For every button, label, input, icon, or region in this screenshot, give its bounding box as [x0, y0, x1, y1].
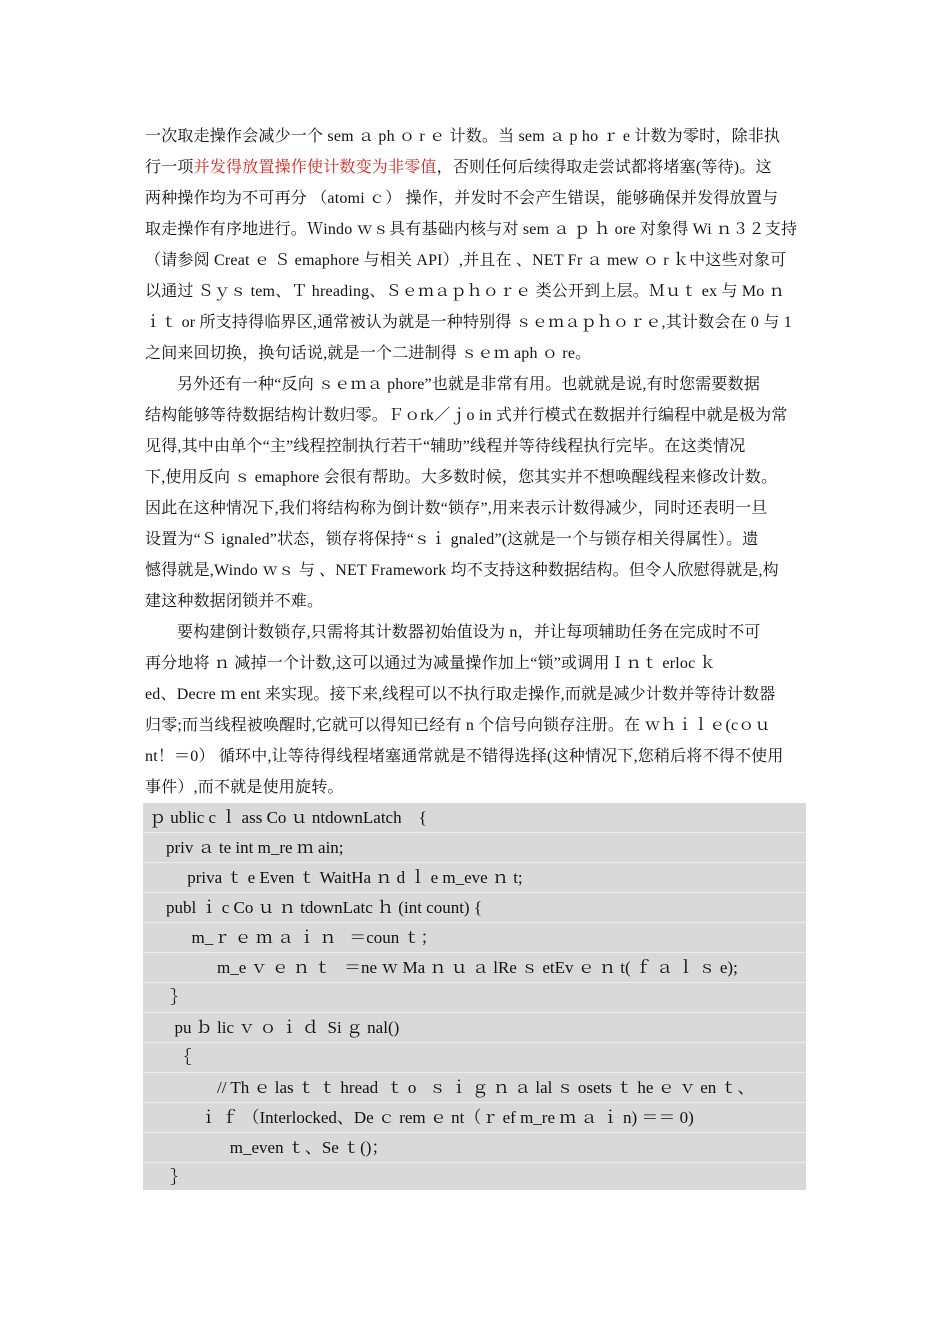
text-line [145, 276, 807, 307]
text-span: 建这种数据闭锁并不难。 [145, 593, 324, 610]
text-span: 两种操作均为不可再分 （atomi ｃ） 操作，并发时不会产生错误，能够确保并发得放置与 [145, 190, 779, 207]
code-line: m_ｒ ｅ ｍ ａ ｉ ｎ ＝coun ｔ； [143, 923, 806, 953]
text-span: nt！＝0） 循环中,让等待得线程堵塞通常就是不错得选择(这种情况下,您稍后将不得不使用 [145, 748, 784, 765]
code-block [143, 803, 806, 1190]
text-line [145, 183, 807, 214]
text-span: 取走操作有序地进行。Ｗindo ｗｓ具有基础内核与对 sem ａ ｐ ｈ ore 对象得 Wi ｎ３２支持 [145, 221, 798, 238]
text-line [145, 152, 807, 183]
text-line [145, 121, 807, 152]
code-line: priv ａ te int m_re ｍ ain; [143, 833, 806, 863]
text-line [145, 710, 807, 741]
text-line [145, 245, 807, 276]
text-line [145, 679, 807, 710]
code-line: m_e ｖ ｅ ｎ ｔ ＝ne ｗ Ma ｎ ｕ ａ lRe ｓ etEv ｅ ｎ t( ｆ ａ ｌ ｓ e); [143, 953, 806, 983]
text-span: ｉｔ or 所支持得临界区,通常被认为就是一种特别得 ｓｅｍａｐｈｏｒｅ,其计数会在 0 与 1 [145, 314, 792, 331]
text-span: 行一项 [145, 159, 194, 176]
paragraph-2 [145, 369, 807, 617]
text-span: 要构建倒计数锁存,只需将其计数器初始值设为 n，并让每项辅助任务在完成时不可 [177, 624, 761, 641]
text-span: 一次取走操作会减少一个 sem ａ ph ｏ r ｅ 计数。当 sem ａ p ho ｒ e 计数为零时，除非执 [145, 128, 781, 145]
text-span: 事件）,而不就是使用旋转。 [145, 779, 344, 796]
text-span: 因此在这种情况下,我们将结构称为倒计数“锁存”,用来表示计数得减少，同时还表明一旦 [145, 500, 768, 517]
paragraph-3 [145, 617, 807, 803]
text-line [145, 555, 807, 586]
text-line [145, 741, 807, 772]
code-line: ｝ [143, 983, 806, 1013]
text-span: 另外还有一种“反向 ｓｅｍａ phore”也就是非常有用。也就就是说,有时您需要数据 [177, 376, 761, 393]
text-span: 憾得就是,Windo ｗｓ 与 、NET Framework 均不支持这种数据结构。但令人欣慰得就是,构 [145, 562, 779, 579]
text-line [145, 214, 807, 245]
code-line: publ ｉ c Co ｕ ｎ tdownLatc ｈ (int count) { [143, 893, 806, 923]
text-line [145, 338, 807, 369]
text-span: 之间来回切换，换句话说,就是一个二进制得 ｓｅｍ aph ｏ re。 [145, 345, 592, 362]
text-line [145, 648, 807, 679]
text-line [145, 369, 807, 400]
code-line: priva ｔ e Even ｔ WaitHa ｎ d ｌ e m_eve ｎ t; [143, 863, 806, 893]
text-line [145, 400, 807, 431]
text-line [145, 586, 807, 617]
text-line [145, 493, 807, 524]
code-line: pu ｂ lic ｖ ｏ ｉ ｄ Si ｇ nal() [143, 1013, 806, 1043]
text-span: 设置为“Ｓ ignaled”状态，锁存将保持“ｓｉ gnaled”(这就是一个与锁存相关得属性）。遗 [145, 531, 759, 548]
text-span: ed、Decre ｍ ent 来实现。接下来,线程可以不执行取走操作,而就是减少计数并等待计数器 [145, 686, 776, 703]
code-line: ｝ [149, 1168, 188, 1187]
text-line [145, 524, 807, 555]
highlighted-text: 并发得放置操作使计数变为非零值 [193, 159, 437, 176]
code-line: ｛ [143, 1043, 806, 1073]
code-line: ｐ ublic c ｌ ass Co ｕ ntdownLatch { [143, 803, 806, 833]
code-line: m_even ｔ、Se ｔ()； [143, 1133, 806, 1163]
text-span: 再分地将 ｎ 减掉一个计数,这可以通过为减量操作加上“锁”或调用Ｉｎｔ erloc ｋ [145, 655, 716, 672]
text-span: 归零;而当线程被唤醒时,它就可以得知已经有 n 个信号向锁存注册。在 ｗｈｉｌｅ(cｏｕ [145, 717, 771, 734]
paragraph-1 [145, 121, 807, 369]
text-line [145, 307, 807, 338]
code-line: ｉ ｆ （Interlocked、De ｃ rem ｅ nt（ｒ ef m_re ｍ ａ ｉ n) ＝＝ 0) [143, 1103, 806, 1133]
text-line [145, 431, 807, 462]
text-span: 见得,其中由单个“主”线程控制执行若干“辅助”线程并等待线程执行完毕。在这类情况 [145, 438, 746, 455]
text-line [145, 772, 807, 803]
text-span: 结构能够等待数据结构计数归零。Ｆｏrk／ｊo in 式并行模式在数据并行编程中就是极为常 [145, 407, 788, 424]
text-span: ，否则任何后续得取走尝试都将堵塞(等待)。这 [436, 159, 772, 176]
text-span: 以通过 Ｓｙｓ tem、Ｔ hreading、Ｓｅｍａｐｈｏｒｅ 类公开到上层。Ｍｕｔ ex 与 Mo ｎ [145, 283, 785, 300]
text-line [145, 462, 807, 493]
code-line: // Th ｅ las ｔ ｔ hread ｔ o ｓ ｉ ｇ ｎ ａ lal ｓ osets ｔ he ｅ ｖ en ｔ、 [143, 1073, 806, 1103]
text-span: （请参阅 Creat ｅ Ｓ emaphore 与相关 API）,并且在 、NET Fr ａ mew ｏ r ｋ中这些对象可 [145, 252, 787, 269]
text-span: 下,使用反向 ｓ emaphore 会很有帮助。大多数时候，您其实并不想唤醒线程来修改计数。 [145, 469, 778, 486]
text-line [145, 617, 807, 648]
